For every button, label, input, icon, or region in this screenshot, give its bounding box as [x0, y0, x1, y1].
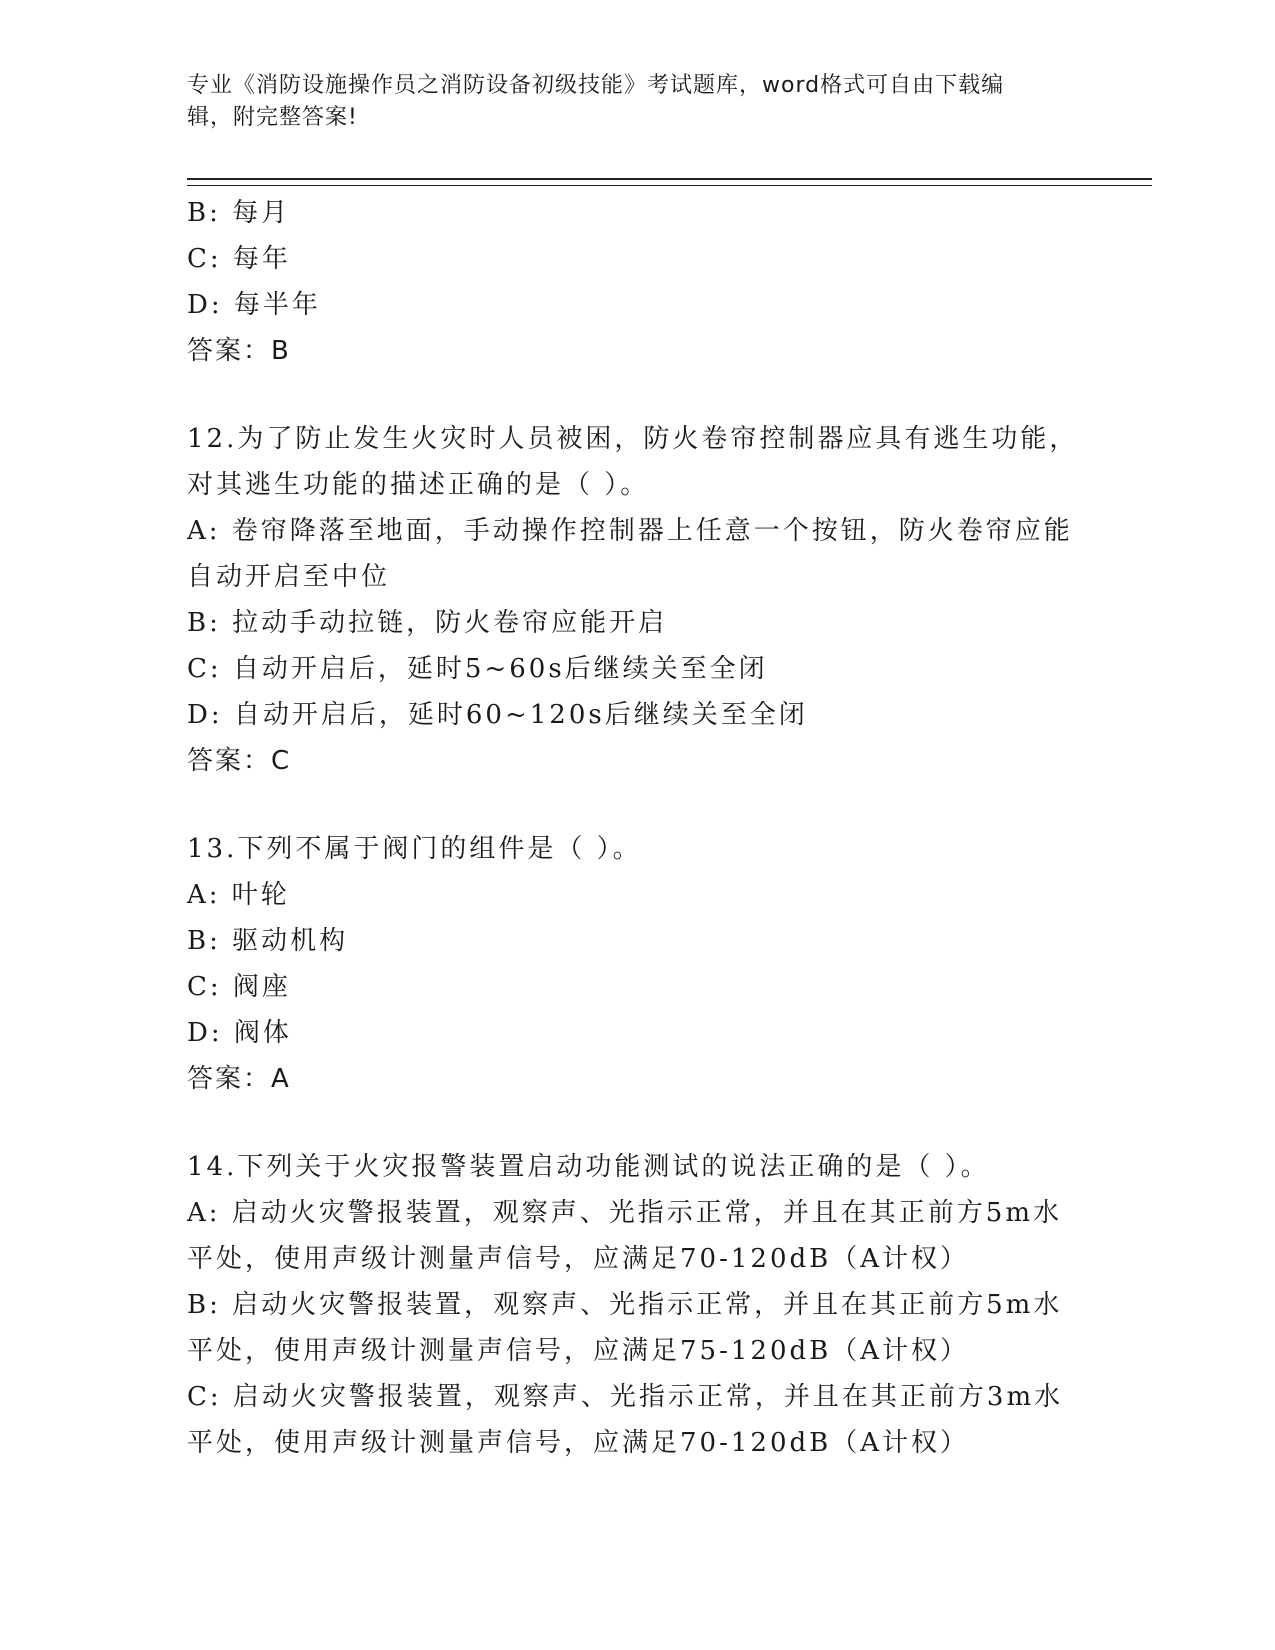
option-line: A: 叶轮 [187, 880, 290, 910]
question-13 [187, 826, 1087, 1102]
question-11-fragment [187, 190, 1087, 374]
header-divider [187, 178, 1152, 186]
question-stem: 13.下列不属于阀门的组件是（ ）。 [187, 834, 642, 864]
question-stem: 对其逃生功能的描述正确的是（ ）。 [187, 470, 650, 500]
option-line: B: 每月 [187, 198, 291, 228]
answer-line: 答案：A [187, 1064, 291, 1094]
document-body [187, 190, 1087, 1466]
option-line: C: 启动火灾警报装置，观察声、光指示正常，并且在其正前方3m水 [187, 1382, 1064, 1412]
option-line: 平处，使用声级计测量声信号，应满足70-120dB（A计权） [187, 1244, 970, 1274]
header-line-2: 辑，附完整答案! [187, 105, 358, 130]
question-14 [187, 1144, 1087, 1466]
answer-line: 答案：B [187, 336, 291, 366]
option-line: C: 自动开启后，延时5~60s后继续关至全闭 [187, 654, 768, 684]
page-header [187, 70, 1067, 134]
option-line: A: 启动火灾警报装置，观察声、光指示正常，并且在其正前方5m水 [187, 1198, 1062, 1228]
option-line: 平处，使用声级计测量声信号，应满足75-120dB（A计权） [187, 1336, 970, 1366]
question-stem: 12.为了防止发生火灾时人员被困，防火卷帘控制器应具有逃生功能， [187, 424, 1079, 454]
option-line: A: 卷帘降落至地面，手动操作控制器上任意一个按钮，防火卷帘应能 [187, 516, 1073, 546]
option-line: B: 拉动手动拉链，防火卷帘应能开启 [187, 608, 668, 638]
option-line: D: 阀体 [187, 1018, 292, 1048]
option-line: B: 驱动机构 [187, 926, 349, 956]
header-line-1: 专业《消防设施操作员之消防设备初级技能》考试题库，word格式可自由下载编 [187, 73, 1005, 98]
question-12 [187, 416, 1087, 784]
answer-line: 答案：C [187, 746, 292, 776]
option-line: 自动开启至中位 [187, 562, 391, 592]
option-line: D: 每半年 [187, 290, 321, 320]
option-line: B: 启动火灾警报装置，观察声、光指示正常，并且在其正前方5m水 [187, 1290, 1063, 1320]
option-line: C: 每年 [187, 244, 291, 274]
option-line: 平处，使用声级计测量声信号，应满足70-120dB（A计权） [187, 1428, 970, 1458]
question-stem: 14.下列关于火灾报警装置启动功能测试的说法正确的是（ ）。 [187, 1152, 990, 1182]
option-line: C: 阀座 [187, 972, 291, 1002]
option-line: D: 自动开启后，延时60~120s后继续关至全闭 [187, 700, 808, 730]
